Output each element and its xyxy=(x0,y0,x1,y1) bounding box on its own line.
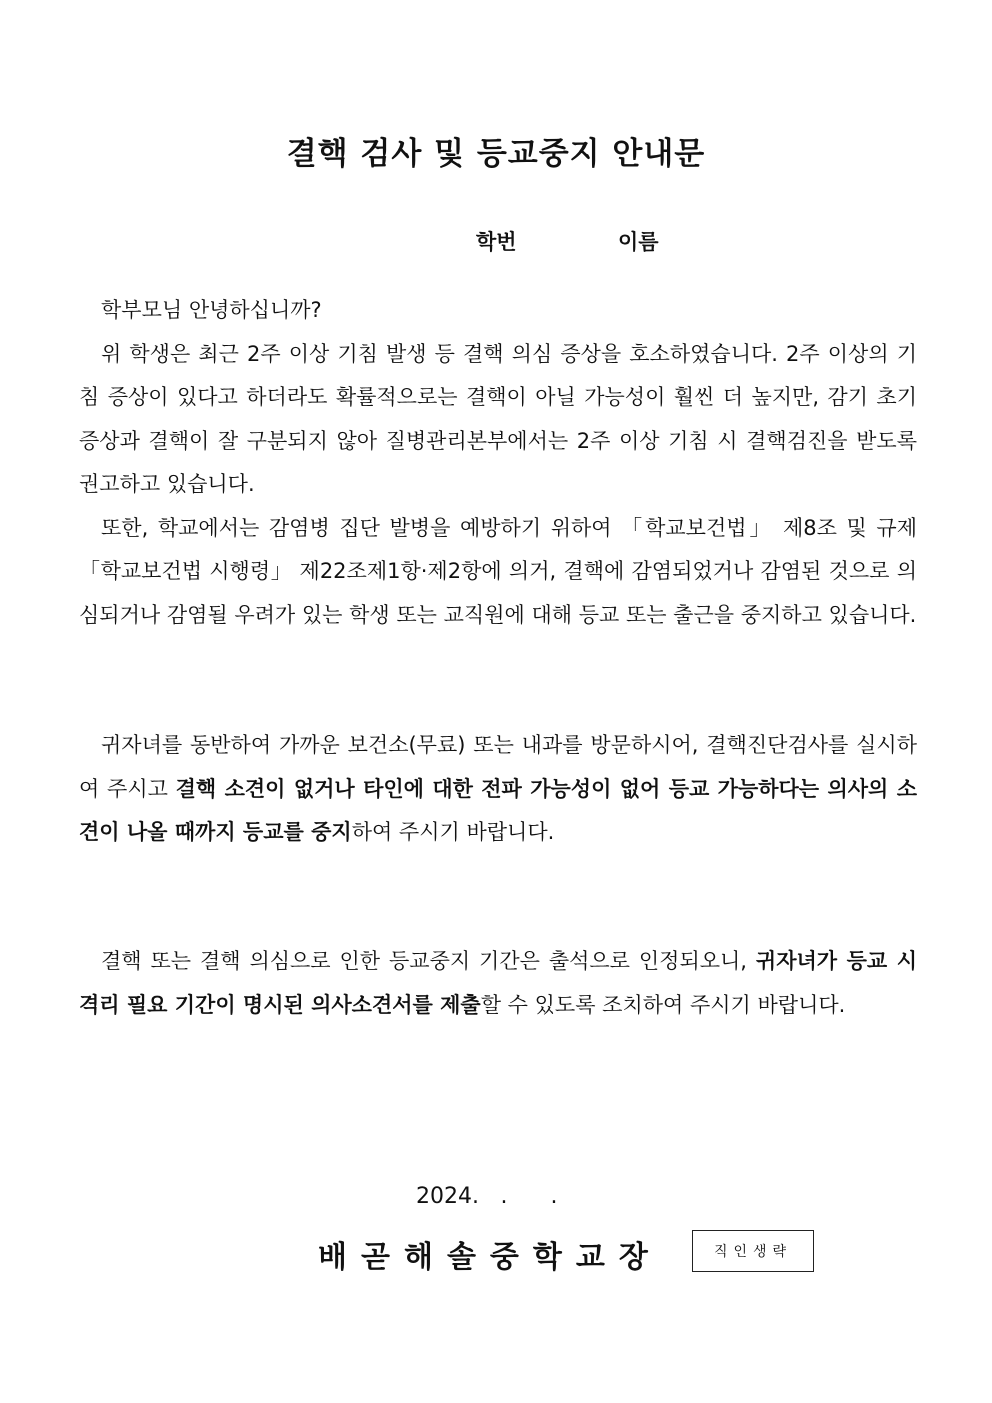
instruction-text-b: 하여 주시기 바랍니다. xyxy=(351,820,555,844)
attendance-text-b: 할 수 있도록 조치하여 주시기 바랍니다. xyxy=(480,992,846,1017)
notice-body-section-3 xyxy=(79,940,917,1027)
seal-omitted-box: 직인생략 xyxy=(692,1230,814,1272)
symptom-paragraph: 위 학생은 최근 2주 이상 기침 발생 등 결핵 의심 증상을 호소하였습니다. 2주 이상의 기침 증상이 있다고 하더라도 확률적으로는 결핵이 아닐 가능성이 훨씬 더 높지만, 감기 초기 증상과 결핵이 잘 구분되지 않아 질병관리본부에서는 2주 이상 기침 시 결핵검진을 받도록 권고하고 있습니다. xyxy=(79,341,917,496)
instruction-text-bold: 결핵 소견이 없거나 타인에 대한 전파 가능성이 없어 등교 가능하다는 의사의 소견이 나올 때까지 등교를 중지 xyxy=(79,776,917,844)
issue-date xyxy=(416,1184,579,1209)
legal-basis-paragraph: 또한, 학교에서는 감염병 집단 발병을 예방하기 위하여 「학교보건법」 제8조 및 규제「학교보건법 시행령」 제22조제1항·제2항에 의거, 결핵에 감염되었거나 감염된 것으로 의심되거나 감염될 우려가 있는 학생 또는 교직원에 대해 등교 또는 출근을 중지하고 있습니다. xyxy=(79,515,917,627)
greeting-paragraph: 학부모님 안녕하십니까? xyxy=(101,298,322,322)
date-month-dot: . xyxy=(500,1184,508,1209)
date-year: 2024. xyxy=(416,1184,479,1209)
notice-body-section-1 xyxy=(79,289,917,637)
attendance-text-bold: 귀자녀가 등교 시 격리 필요 기간이 명시된 의사소견서를 제출 xyxy=(79,949,918,1017)
school-principal-name: 배곧해솔중학교장 xyxy=(318,1240,662,1275)
instruction-paragraph xyxy=(79,724,917,855)
document-title: 결핵 검사 및 등교중지 안내문 xyxy=(286,136,706,172)
notice-body-section-2 xyxy=(79,724,917,855)
student-number-label: 학번 xyxy=(476,230,517,254)
date-day-dot: . xyxy=(550,1184,558,1209)
student-name-label: 이름 xyxy=(618,230,659,254)
instruction-text-a: 귀자녀를 동반하여 가까운 보건소(무료) 또는 내과를 방문하시어, 결핵진단검사를 실시하여 주시고 xyxy=(79,733,917,801)
attendance-paragraph xyxy=(79,940,917,1027)
attendance-text-a: 결핵 또는 결핵 의심으로 인한 등교중지 기간은 출석으로 인정되오니, xyxy=(101,949,756,973)
